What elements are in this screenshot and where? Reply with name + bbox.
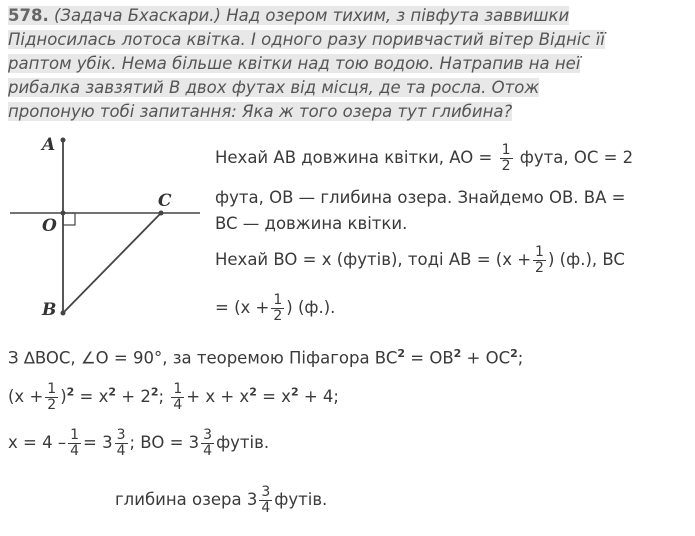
solution-line-5 xyxy=(215,293,335,324)
problem-number: 578. xyxy=(8,6,49,25)
text-ab-definition: Нехай AB довжина квітки, AO = xyxy=(215,148,493,167)
text-oc-value: фута, OC = 2 xyxy=(519,148,634,167)
problem-statement xyxy=(8,4,688,124)
fraction-quarter xyxy=(171,382,184,413)
problem-line-4 xyxy=(8,76,688,100)
text-eq-x: = x xyxy=(74,387,109,406)
problem-line-2 xyxy=(8,28,688,52)
text-ob: = OB xyxy=(405,348,454,368)
point-c xyxy=(159,211,164,216)
denominator: 2 xyxy=(535,260,544,276)
fraction-half xyxy=(533,245,546,276)
problem-text-1: (Задача Бхаскари.) Над озером тихим, з півфута заввишки xyxy=(53,6,570,25)
denominator: 2 xyxy=(501,158,511,174)
label-o: O xyxy=(42,216,57,236)
problem-line-5 xyxy=(8,100,688,124)
solution-line-8 xyxy=(8,428,269,459)
text-close-paren: ) xyxy=(60,387,67,406)
solution-line-6 xyxy=(8,347,523,368)
right-angle-mark xyxy=(63,213,75,225)
geometry-diagram xyxy=(0,128,210,328)
text-bc-expr: = (x + xyxy=(215,298,270,317)
point-b xyxy=(61,311,66,316)
text-semicolon: ; xyxy=(517,348,524,368)
fraction-half xyxy=(45,382,58,413)
text-let-bo: Нехай BO = x (футів), тоді AB = (x + xyxy=(215,250,532,269)
denominator: 4 xyxy=(173,397,183,413)
text-eq-3: = 3 xyxy=(83,433,113,452)
fraction-three-quarters xyxy=(115,428,128,459)
exponent: 2 xyxy=(108,385,117,399)
text-units: ) (ф.). xyxy=(286,298,336,317)
label-b: B xyxy=(42,300,57,320)
text-units-bc: ) (ф.), BC xyxy=(547,250,625,269)
solution-line-1 xyxy=(215,143,633,174)
text-semicolon: ; xyxy=(158,387,165,406)
numerator: 3 xyxy=(203,427,213,443)
problem-text-3: раптом убік. Нема більше квітки над тою водою. Натрапив на неї xyxy=(8,54,581,73)
text-paren: (x + xyxy=(8,387,44,406)
text-feet: футів. xyxy=(216,433,270,452)
fraction-quarter xyxy=(68,428,81,459)
text-pythagoras: З ∆BOC, ∠O = 90°, за теоремою Піфагора BC xyxy=(8,348,398,368)
text-plus-x: + x + x xyxy=(186,387,250,406)
solution-line-3 xyxy=(215,214,407,233)
fraction-three-quarters xyxy=(201,428,214,459)
text-answer: глибина озера 3 xyxy=(115,490,258,509)
text-oc: + OC xyxy=(461,348,511,368)
numerator: 1 xyxy=(173,381,183,397)
exponent: 2 xyxy=(453,347,462,360)
problem-text-2: Підносилась лотоса квітка. І одного разу поривчастий вітер Відніс її xyxy=(8,30,605,49)
denominator: 4 xyxy=(203,443,213,459)
exponent: 2 xyxy=(249,385,257,399)
fraction-half xyxy=(271,293,284,324)
numerator: 1 xyxy=(273,292,283,308)
fraction-half xyxy=(500,143,513,174)
segment-bc xyxy=(63,213,161,313)
problem-line-3 xyxy=(8,52,688,76)
denominator: 4 xyxy=(116,443,126,459)
numerator: 1 xyxy=(47,381,57,397)
point-a xyxy=(61,138,66,143)
solution-line-7 xyxy=(8,382,339,413)
text-bo-eq: ; BO = 3 xyxy=(129,433,200,452)
denominator: 2 xyxy=(47,397,57,413)
problem-text-5: пропоную тобі запитання: Яка ж того озера тут глибина? xyxy=(8,102,513,121)
exponent: 2 xyxy=(397,347,406,360)
exponent: 2 xyxy=(66,385,75,399)
denominator: 4 xyxy=(70,443,79,459)
denominator: 2 xyxy=(273,308,283,324)
numerator: 1 xyxy=(535,244,544,260)
text-feet: футів. xyxy=(274,490,328,509)
text-plus-4: + 4; xyxy=(298,387,339,406)
solution-line-4 xyxy=(215,245,625,276)
text-eq-x2: = x xyxy=(256,387,291,406)
numerator: 1 xyxy=(501,142,511,158)
numerator: 1 xyxy=(70,427,79,443)
text-bc-definition: BC — довжина квітки. xyxy=(215,214,408,233)
fraction-three-quarters xyxy=(259,485,272,516)
point-o xyxy=(61,211,66,216)
text-x-eq: x = 4 – xyxy=(8,433,67,452)
exponent: 2 xyxy=(150,385,159,399)
numerator: 3 xyxy=(116,427,126,443)
label-a: A xyxy=(42,135,56,155)
problem-line-1 xyxy=(8,4,688,28)
exponent: 2 xyxy=(510,347,518,360)
text-plus-2: + 2 xyxy=(116,387,151,406)
label-c: C xyxy=(158,191,172,211)
answer-line xyxy=(115,485,327,516)
exponent: 2 xyxy=(290,385,299,399)
numerator: 3 xyxy=(261,484,271,500)
solution-line-2 xyxy=(215,188,625,207)
denominator: 4 xyxy=(261,500,271,516)
text-ob-definition: фута, OB — глибина озера. Знайдемо OB. BA = xyxy=(215,188,626,207)
problem-text-4: рибалка завзятий В двох футах від місця, де та росла. Отож xyxy=(8,78,540,97)
